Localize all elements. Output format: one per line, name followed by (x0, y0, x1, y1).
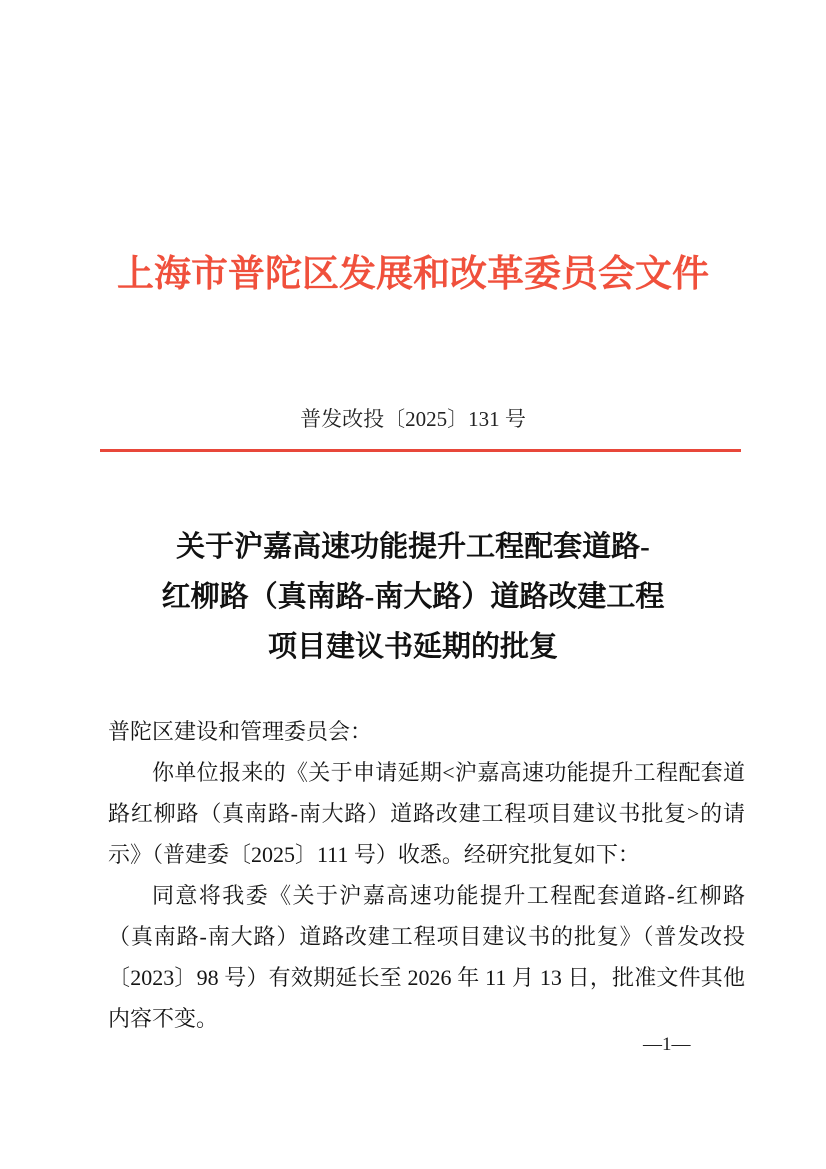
issuing-authority-header: 上海市普陀区发展和改革委员会文件 (117, 254, 709, 295)
body-line: 内容不变。 (108, 1006, 219, 1031)
document-title (0, 522, 826, 672)
title-line-1: 关于沪嘉高速功能提升工程配套道路- (176, 531, 650, 563)
salutation: 普陀区建设和管理委员会： (108, 719, 373, 744)
body-line: 同意将我委《关于沪嘉高速功能提升工程配套道路-红柳路 (152, 883, 745, 908)
body-line: 示》（普建委〔2025〕111 号）收悉。经研究批复如下： (108, 842, 640, 867)
body-line: 〔2023〕98 号）有效期延长至 2026 年 11 月 13 日，批准文件其他 (108, 965, 745, 990)
body-line: 你单位报来的《关于申请延期<沪嘉高速功能提升工程配套道 (152, 760, 745, 785)
title-line-3: 项目建议书延期的批复 (267, 631, 558, 663)
title-line-2: 红柳路（真南路-南大路）道路改建工程 (161, 581, 665, 613)
page-number: —1— (643, 1034, 691, 1055)
body-line: （真南路-南大路）道路改建工程项目建议书的批复》（普发改投 (108, 924, 745, 949)
red-divider-line (100, 449, 741, 452)
document-number: 普发改投〔2025〕131 号 (300, 407, 526, 431)
document-body (108, 711, 745, 1039)
body-line: 路红柳路（真南路-南大路）道路改建工程项目建议书批复>的请 (108, 801, 745, 826)
